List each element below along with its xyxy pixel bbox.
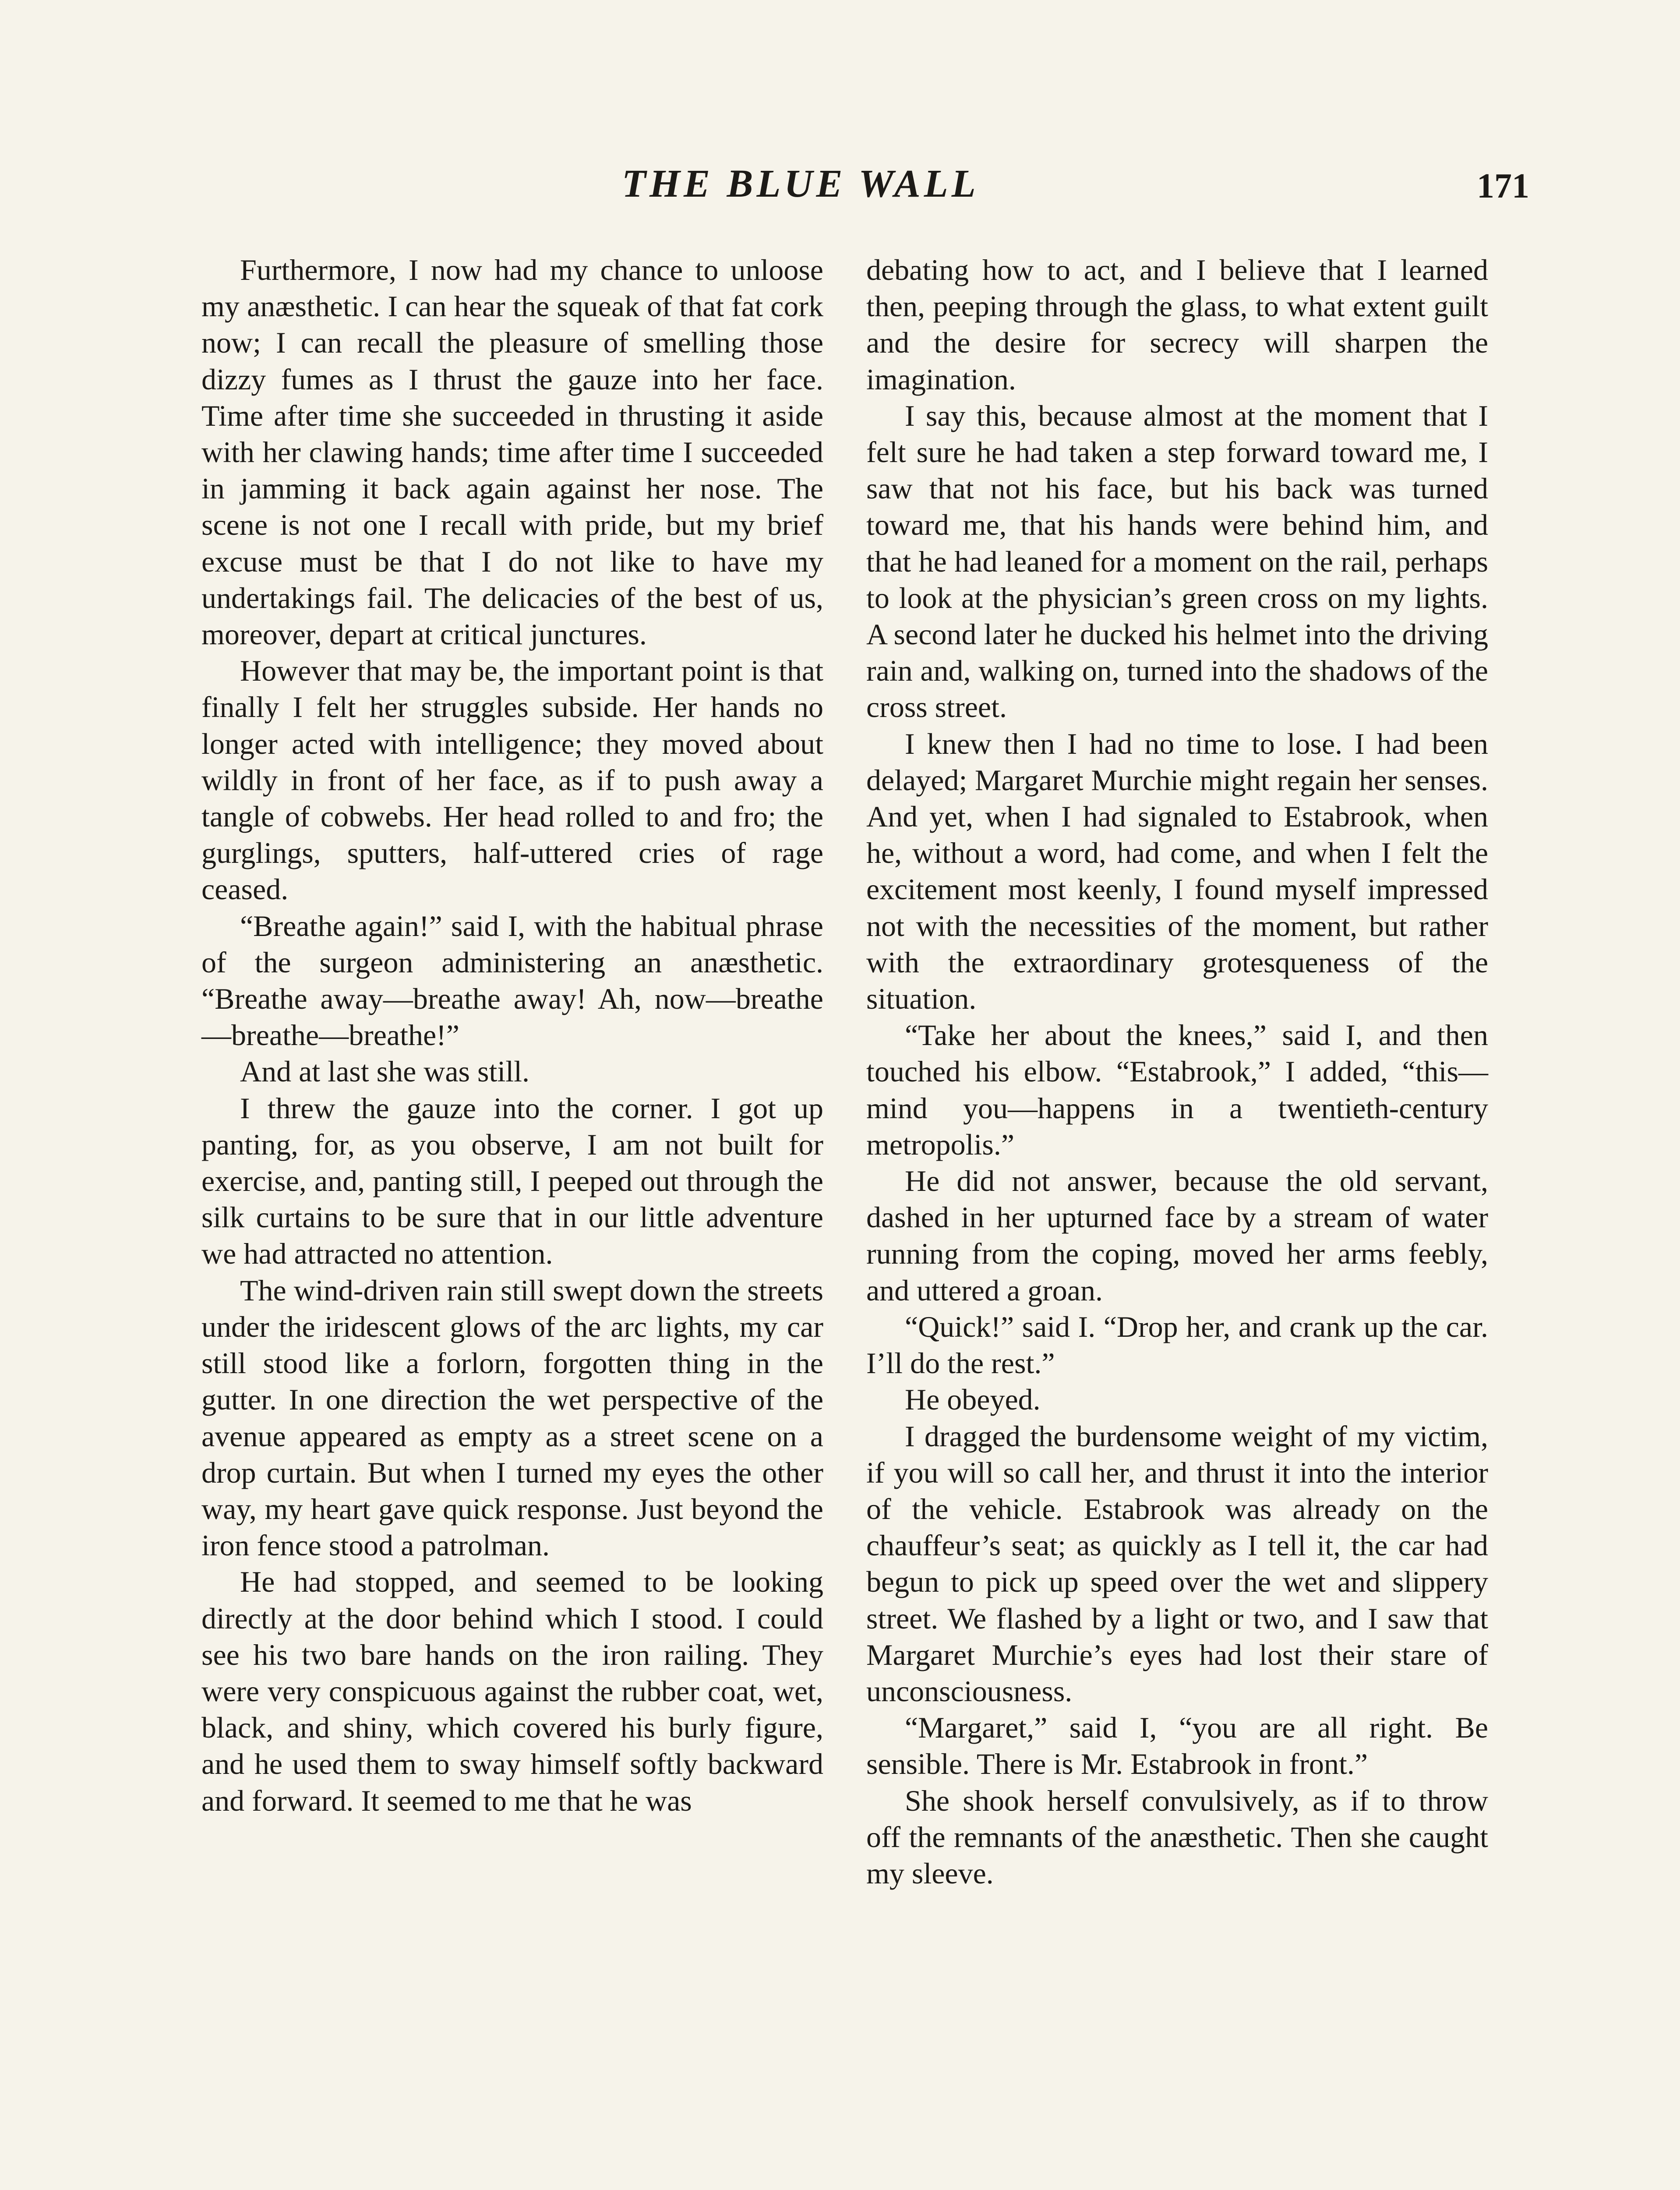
right-column <box>866 252 1488 1892</box>
paragraph: I threw the gauze into the corner. I got up panting, for, as you observe, I am not built for exercise, and, panting still, I peeped out through the silk curtains to be sure that in our little adventure we had attracted no attention. <box>201 1091 823 1271</box>
paragraph: She shook herself convulsively, as if to throw off the remnants of the anæsthetic. Then she caught my sleeve. <box>866 1784 1488 1890</box>
paragraph: I dragged the burdensome weight of my victim, if you will so call her, and thrust it into the interior of the vehicle. Estabrook was already on the chauffeur’s seat; as quickly as I tell it, the car had begun to pick up speed over the wet and slippery street. We flashed by a light or two, and I saw that Margaret Murchie’s eyes had lost their stare of unconsciousness. <box>866 1419 1488 1708</box>
paragraph: “Take her about the knees,” said I, and then touched his elbow. “Estabrook,” I added, “this—mind you—happens in a twentieth-century metropolis.” <box>866 1018 1488 1161</box>
paragraph: He had stopped, and seemed to be looking directly at the door behind which I stood. I could see his two bare hands on the iron railing. They were very conspicuous against the rubber coat, wet, black, and shiny, which covered his burly figure, and he used them to sway himself softly backward and forward. It seemed to me that he was <box>201 1565 823 1817</box>
paragraph: I say this, because almost at the moment that I felt sure he had taken a step forward toward me, I saw that not his face, but his back was turned toward me, that his hands were behind him, and that he had leaned for a moment on the rail, perhaps to look at the physician’s green cross on my lights. A second later he ducked his helmet into the driving rain and, walking on, turned into the shadows of the cross street. <box>866 399 1488 724</box>
paragraph: The wind-driven rain still swept down the streets under the iridescent glows of the arc lights, my car still stood like a forlorn, forgotten thing in the gutter. In one direction the wet perspective of the avenue appeared as empty as a street scene on a drop curtain. But when I turned my eyes the other way, my heart gave quick response. Just beyond the iron fence stood a patrolman. <box>201 1273 823 1562</box>
page-number: 171 <box>1477 167 1529 205</box>
paragraph: And at last she was still. <box>240 1055 530 1088</box>
paragraph: debating how to act, and I believe that I learned then, peeping through the glass, to what extent guilt and the desire for secrecy will sharpen the imagination. <box>866 253 1488 396</box>
paragraph: “Quick!” said I. “Drop her, and crank up the car. I’ll do the rest.” <box>866 1310 1488 1380</box>
paragraph: He obeyed. <box>905 1383 1041 1416</box>
paragraph: Furthermore, I now had my chance to unloose my anæsthetic. I can hear the squeak of that fat cork now; I can recall the pleasure of smelling those dizzy fumes as I thrust the gauze into her face. Time after time she succeeded in thrusting it aside with her clawing hands; time after time I succeeded in jamming it back again against her nose. The scene is not one I recall with pride, but my brief excuse must be that I do not like to have my undertakings fail. The delicacies of the best of us, moreover, depart at critical junctures. <box>201 253 823 651</box>
paragraph: He did not answer, because the old servant, dashed in her upturned face by a stream of water running from the coping, moved her arms feebly, and uttered a groan. <box>866 1164 1488 1307</box>
running-head-title: THE BLUE WALL <box>622 162 979 205</box>
paragraph: I knew then I had no time to lose. I had been delayed; Margaret Murchie might regain her senses. And yet, when I had signaled to Estabrook, when he, without a word, had come, and when I felt the excitement most keenly, I found myself impressed not with the necessities of the moment, but rather with the extraordinary grotesqueness of the situation. <box>866 727 1488 1016</box>
paragraph: “Breathe again!” said I, with the habitual phrase of the surgeon administering an anæsthetic. “Breathe away—breathe away! Ah, now—breathe—breathe—breathe!” <box>201 909 823 1052</box>
paragraph: “Margaret,” said I, “you are all right. Be sensible. There is Mr. Estabrook in front.” <box>866 1711 1488 1781</box>
paragraph: However that may be, the important point is that finally I felt her struggles subside. Her hands no longer acted with intelligence; they moved about wildly in front of her face, as if to push away a tangle of cobwebs. Her head rolled to and fro; the gurglings, sputters, half-uttered cries of rage ceased. <box>201 654 823 906</box>
left-column <box>201 252 823 1819</box>
